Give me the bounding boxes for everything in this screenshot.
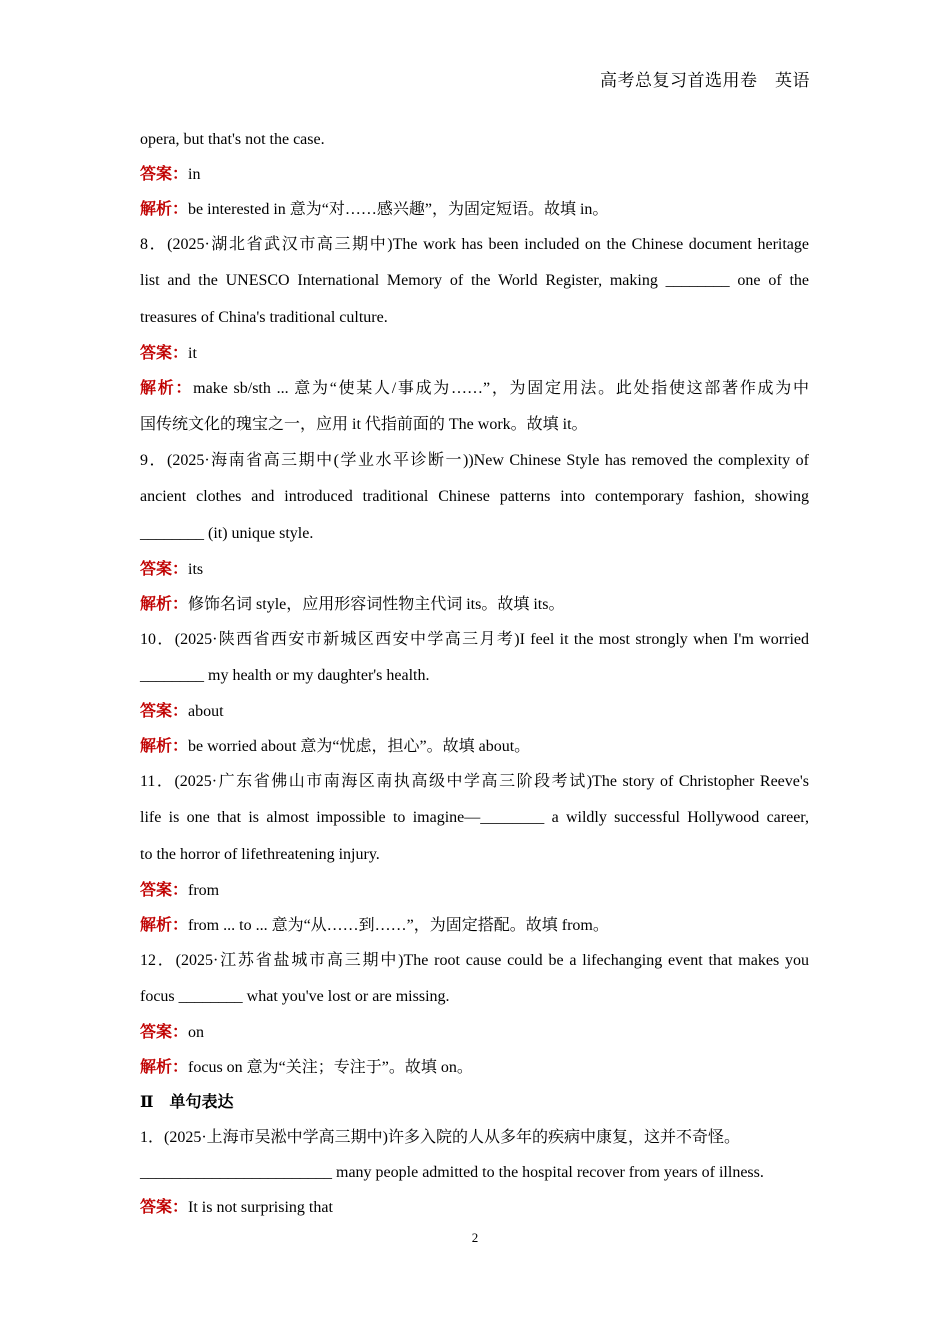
answer-label: 答案：	[140, 166, 189, 183]
analysis-line	[140, 908, 809, 943]
question-text: opera, but that's not the case.	[140, 131, 325, 148]
answer-text: It is not surprising that	[188, 1199, 333, 1216]
analysis-text: make sb/sth ... 意为“使某人/事成为……”，为固定用法。此处指使这部著作成为中	[193, 380, 809, 397]
analysis-label: 解析：	[140, 917, 189, 934]
running-header: 高考总复习首选用卷 英语	[600, 71, 810, 90]
page-content	[140, 122, 809, 1225]
sentence-1-blank-line: ________________________ many people admitted to the hospital recover from years of illness.	[140, 1164, 764, 1181]
analysis-line	[140, 192, 809, 227]
analysis-label: 解析：	[140, 380, 194, 397]
sentence-1-prompt: 1．(2025·上海市吴淞中学高三期中)许多入院的人从多年的疾病中康复，这并不奇怪。	[140, 1129, 740, 1146]
answer-line	[140, 157, 809, 192]
question-11-line: 11．(2025·广东省佛山市南海区南执高级中学高三阶段考试)The story of Christopher Reeve's	[140, 773, 809, 790]
answer-line	[140, 552, 809, 587]
question-9-line: ________ (it) unique style.	[140, 525, 314, 542]
answer-text: in	[188, 166, 201, 183]
answer-line	[140, 1190, 809, 1225]
analysis-line	[140, 729, 809, 764]
section-title: 单句表达	[169, 1094, 234, 1111]
analysis-line	[140, 587, 809, 622]
answer-label: 答案：	[140, 345, 189, 362]
analysis-line	[140, 1050, 809, 1085]
answer-line	[140, 1015, 809, 1050]
question-11-line: to the horror of lifethreatening injury.	[140, 846, 380, 863]
answer-text: from	[188, 882, 220, 899]
section-numeral: Ⅱ	[140, 1094, 154, 1111]
question-8-line: list and the UNESCO International Memory of the World Register, making ________ one of the	[140, 272, 809, 289]
question-12-line: 12．(2025·江苏省盐城市高三期中)The root cause could be a lifechanging event that makes you	[140, 952, 809, 969]
question-9-line: 9．(2025·海南省高三期中(学业水平诊断一))New Chinese Style has removed the complexity of	[140, 452, 809, 469]
page-number: 2	[471, 1230, 479, 1245]
question-10-line: 10．(2025·陕西省西安市新城区西安中学高三月考)I feel it the most strongly when I'm worried	[140, 631, 809, 648]
analysis-text: be interested in 意为“对……感兴趣”，为固定短语。故填 in。	[188, 201, 609, 218]
question-11-line: life is one that is almost impossible to imagine—________ a wildly successful Hollywood career,	[140, 809, 809, 826]
analysis-text: focus on 意为“关注；专注于”。故填 on。	[188, 1059, 473, 1076]
answer-text: about	[188, 703, 224, 720]
question-9-line: ancient clothes and introduced traditional Chinese patterns into contemporary fashion, showing	[140, 488, 809, 505]
answer-line	[140, 336, 809, 371]
analysis-line	[140, 371, 809, 406]
analysis-text: from ... to ... 意为“从……到……”，为固定搭配。故填 from。	[188, 917, 609, 934]
question-12-line: focus ________ what you've lost or are missing.	[140, 988, 450, 1005]
question-8-line: treasures of China's traditional culture.	[140, 309, 388, 326]
answer-text: it	[188, 345, 197, 362]
answer-text: on	[188, 1024, 205, 1041]
analysis-text: be worried about 意为“忧虑，担心”。故填 about。	[188, 738, 531, 755]
answer-label: 答案：	[140, 1024, 189, 1041]
analysis-line: 国传统文化的瑰宝之一，应用 it 代指前面的 The work。故填 it。	[140, 416, 588, 433]
answer-label: 答案：	[140, 703, 189, 720]
analysis-label: 解析：	[140, 201, 189, 218]
question-10-line: ________ my health or my daughter's health.	[140, 667, 430, 684]
section-heading	[140, 1085, 809, 1120]
answer-label: 答案：	[140, 882, 189, 899]
analysis-label: 解析：	[140, 1059, 189, 1076]
answer-label: 答案：	[140, 1199, 189, 1216]
answer-label: 答案：	[140, 561, 189, 578]
analysis-label: 解析：	[140, 596, 189, 613]
answer-line	[140, 873, 809, 908]
answer-text: its	[188, 561, 204, 578]
question-8-line: 8．(2025·湖北省武汉市高三期中)The work has been included on the Chinese document heritage	[140, 236, 809, 253]
answer-line	[140, 694, 809, 729]
analysis-text: 修饰名词 style，应用形容词性物主代词 its。故填 its。	[188, 596, 565, 613]
analysis-label: 解析：	[140, 738, 189, 755]
